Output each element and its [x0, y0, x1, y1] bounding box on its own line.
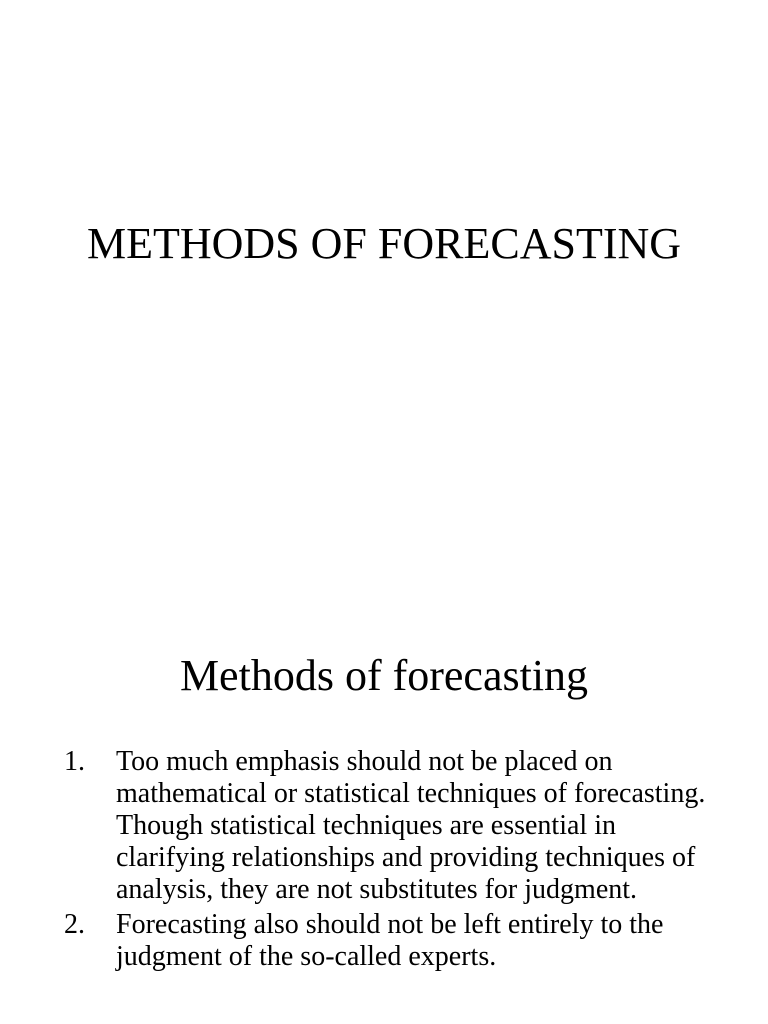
list-item-1 — [64, 746, 714, 906]
list-item-2 — [64, 909, 714, 973]
list-item-number: 2. — [64, 909, 85, 940]
slide-title: Methods of forecasting — [179, 651, 589, 700]
methods-list — [64, 746, 714, 976]
list-item-text: Forecasting also should not be left entirely to the judgment of the so-called experts. — [116, 909, 664, 972]
list-item-number: 1. — [64, 746, 85, 777]
list-item-text: Too much emphasis should not be placed on mathematical or statistical techniques of forecasting. Though statistical techniques are essential in clarifying relationships and providing techniques of analysis, they are not substitutes for judgment. — [116, 746, 706, 905]
main-title: METHODS OF FORECASTING — [86, 219, 682, 268]
slide-methods-content — [0, 576, 768, 1024]
